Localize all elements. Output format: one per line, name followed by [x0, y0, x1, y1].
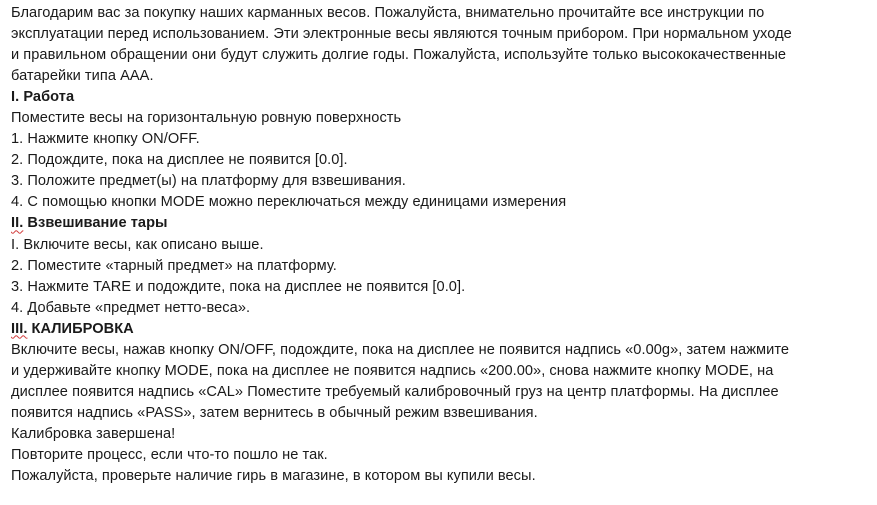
- section-title: КАЛИБРОВКА: [27, 320, 134, 337]
- section-operation-heading: [11, 87, 877, 108]
- calibration-line: и удерживайте кнопку MODE, пока на дисплее не появится надпись «200.00», снова нажмите кнопку MODE, на: [11, 362, 774, 379]
- calibration-complete-line: Калибровка завершена!: [11, 425, 176, 442]
- instruction-step: 2. Подождите, пока на дисплее не появится [0.0].: [11, 152, 348, 169]
- intro-line: эксплуатации перед использованием. Эти электронные весы являются точным прибором. При нормальном уходе: [11, 26, 792, 43]
- weights-check-line: Пожалуйста, проверьте наличие гирь в магазине, в котором вы купили весы.: [11, 468, 536, 485]
- calibration-line: дисплее появится надпись «CAL» Поместите требуемый калибровочный груз на центр платформы. На дисплее: [11, 383, 779, 400]
- intro-line: Благодарим вас за покупку наших карманных весов. Пожалуйста, внимательно прочитайте все инструкции по: [11, 5, 765, 21]
- section-title: Взвешивание тары: [23, 215, 168, 232]
- calibration-line: Включите весы, нажав кнопку ON/OFF, подождите, пока на дисплее не появится надпись «0.00g», затем нажмите: [11, 341, 790, 358]
- intro-paragraph: [11, 3, 877, 87]
- instruction-step: 1. Нажмите кнопку ON/OFF.: [11, 131, 200, 148]
- instruction-step: 4. С помощью кнопки MODE можно переключаться между единицами измерения: [11, 194, 567, 211]
- instruction-line: Поместите весы на горизонтальную ровную поверхность: [11, 110, 402, 127]
- section-title: Работа: [19, 89, 75, 106]
- instruction-step: 3. Положите предмет(ы) на платформу для взвешивания.: [11, 173, 406, 190]
- intro-line: батарейки типа AAA.: [11, 68, 154, 85]
- intro-line: и правильном обращении они будут служить долгие годы. Пожалуйста, используйте только высококачественные: [11, 47, 787, 64]
- instruction-step: 2. Поместите «тарный предмет» на платформу.: [11, 257, 337, 274]
- calibration-line: появится надпись «PASS», затем вернитесь в обычный режим взвешивания.: [11, 404, 538, 421]
- calibration-retry-line: Повторите процесс, если что-то пошло не так.: [11, 446, 328, 463]
- instruction-step: I. Включите весы, как описано выше.: [11, 236, 264, 253]
- section-numeral: I.: [11, 89, 20, 106]
- section-calibration-heading: [11, 319, 877, 340]
- section-operation: [11, 87, 877, 213]
- section-calibration: [11, 319, 877, 487]
- section-tare-heading: [11, 213, 877, 234]
- section-numeral: II.: [11, 215, 24, 232]
- instruction-step: 4. Добавьте «предмет нетто-веса».: [11, 299, 251, 316]
- instruction-step: 3. Нажмите TARE и подождите, пока на дисплее не появится [0.0].: [11, 278, 466, 295]
- section-tare-weighing: [11, 213, 877, 318]
- section-numeral: III.: [11, 320, 28, 337]
